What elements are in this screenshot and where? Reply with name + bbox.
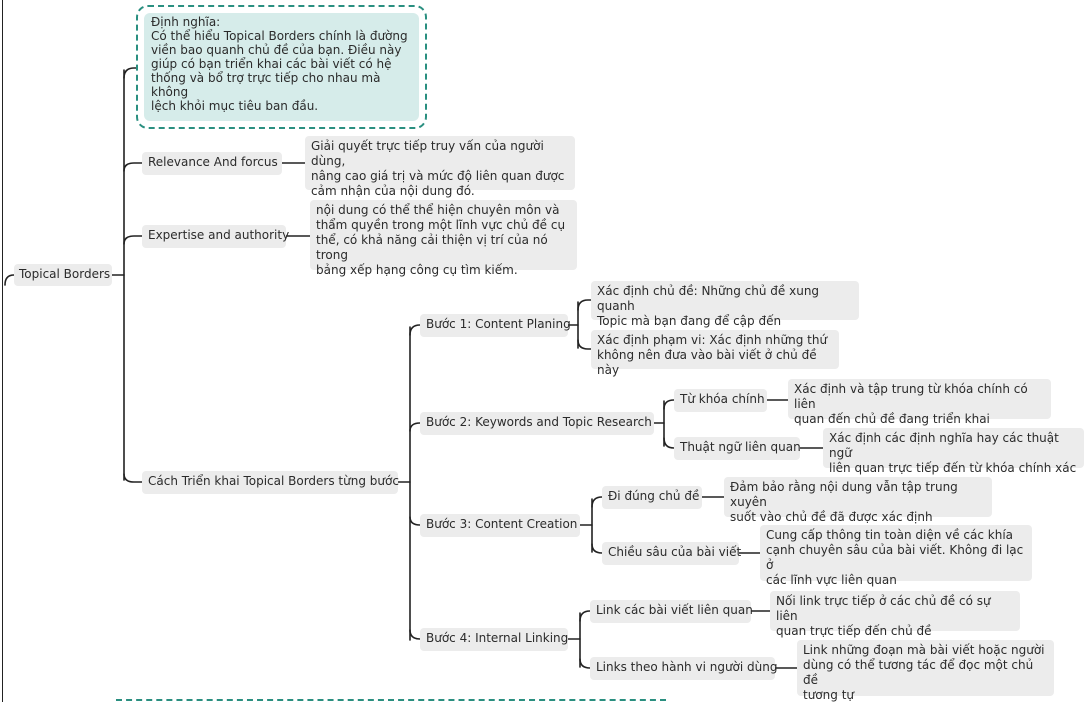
node-label: Thuật ngữ liên quan — [680, 440, 801, 454]
desc-line: Giải quyết trực tiếp truy vấn của người dùng, — [311, 139, 544, 168]
desc-line: liên quan trực tiếp đến từ khóa chính xác — [829, 461, 1077, 475]
definition-content — [144, 13, 419, 121]
desc-line: thể, có khả năng cải thiện vị trí của nó trong — [316, 233, 548, 262]
definition-line: giúp có bạn triển khai các bài viết có hệ — [151, 57, 392, 71]
desc-line: suốt vào chủ đề đã được xác định — [730, 510, 933, 524]
desc-line: cảm nhận của nội dung đó. — [311, 184, 475, 198]
node-step4-related-links[interactable] — [590, 600, 751, 623]
desc-line: Xác định chủ đề: Những chủ đề xung quanh — [597, 284, 820, 313]
node-step4[interactable] — [420, 628, 568, 651]
node-steps[interactable] — [142, 471, 398, 494]
desc-line: thẩm quyền trong một lĩnh vực chủ đề cụ — [316, 218, 566, 232]
definition-line: viền bao quanh chủ đề của bạn. Điều này — [151, 43, 402, 57]
node-step3-on-topic[interactable] — [602, 486, 702, 509]
node-step3[interactable] — [420, 514, 580, 537]
node-relevance-label: Relevance And forcus — [148, 155, 278, 169]
definition-box[interactable] — [136, 5, 427, 129]
desc-line: các lĩnh vực liên quan — [766, 573, 897, 587]
node-expertise[interactable] — [142, 225, 290, 248]
desc-line: quan đến chủ đề đang triển khai — [794, 412, 990, 426]
node-label: Từ khóa chính — [680, 392, 765, 406]
desc-line: Xác định phạm vi: Xác định những thứ — [597, 333, 828, 347]
desc-line: Cung cấp thông tin toàn diện về các khía — [766, 528, 1014, 542]
definition-title: Định nghĩa: — [151, 15, 221, 29]
next-box-border — [116, 699, 666, 701]
desc-line: Topic mà bạn đang để cập đến — [597, 314, 782, 328]
node-label: Chiều sâu của bài viết — [608, 545, 742, 559]
desc-line: quan trực tiếp đến chủ đề — [776, 624, 932, 638]
desc-line: nội dung có thể thể hiện chuyên môn và — [316, 203, 560, 217]
node-step4-label: Bước 4: Internal Linking — [426, 631, 569, 645]
desc-line: bảng xếp hạng công cụ tìm kiếm. — [316, 263, 518, 277]
node-step2-main-keyword[interactable] — [674, 389, 767, 412]
node-relevance[interactable] — [142, 152, 282, 175]
definition-line: Có thể hiểu Topical Borders chính là đường — [151, 29, 408, 43]
root-node-topical-borders[interactable] — [14, 264, 112, 286]
node-step3-depth[interactable] — [602, 542, 742, 565]
node-step4-behavior-links[interactable] — [590, 657, 778, 680]
node-step2-related-terms[interactable] — [674, 437, 800, 460]
desc-line: Xác định và tập trung từ khóa chính có liên — [794, 382, 1028, 411]
node-step4-related-links-desc[interactable] — [770, 591, 1020, 638]
desc-line: tương tự — [803, 688, 854, 702]
node-step1-scope[interactable] — [591, 330, 839, 377]
node-label: Link các bài viết liên quan — [596, 603, 753, 617]
node-step2-label: Bước 2: Keywords and Topic Research — [426, 415, 652, 429]
node-step1[interactable] — [420, 314, 571, 337]
definition-line: thống và bổ trợ trực tiếp cho nhau mà không — [151, 71, 381, 99]
desc-line: nâng cao giá trị và mức độ liên quan được — [311, 169, 565, 183]
desc-line: Đảm bảo rằng nội dung vẫn tập trung xuyên — [730, 480, 958, 509]
node-step3-on-topic-desc[interactable] — [724, 477, 992, 524]
node-step1-topic[interactable] — [591, 281, 859, 328]
node-step2-related-terms-desc[interactable] — [823, 428, 1084, 475]
desc-line: Nối link trực tiếp ở các chủ đề có sự liên — [776, 594, 991, 623]
node-step2[interactable] — [420, 412, 654, 435]
desc-line: không nên đưa vào bài viết ở chủ đề này — [597, 348, 817, 377]
node-step1-label: Bước 1: Content Planing — [426, 317, 571, 331]
node-expertise-desc[interactable] — [310, 200, 577, 277]
node-steps-label: Cách Triển khai Topical Borders từng bước — [148, 474, 399, 488]
node-expertise-label: Expertise and authority — [148, 228, 290, 242]
desc-line: Link những đoạn mà bài viết hoặc người — [803, 643, 1045, 657]
node-step4-behavior-links-desc[interactable] — [797, 640, 1054, 702]
node-relevance-desc[interactable] — [305, 136, 575, 198]
node-step3-depth-desc[interactable] — [760, 525, 1032, 587]
root-label: Topical Borders — [19, 267, 111, 281]
node-label: Đi đúng chủ đề — [608, 489, 700, 503]
desc-line: cạnh chuyên sâu của bài viết. Không đi lạc ở — [766, 543, 1024, 572]
node-label: Links theo hành vi người dùng — [596, 660, 778, 674]
node-step3-label: Bước 3: Content Creation — [426, 517, 578, 531]
definition-line: lệch khỏi mục tiêu ban đầu. — [151, 99, 319, 113]
desc-line: Xác định các định nghĩa hay các thuật ngữ — [829, 431, 1059, 460]
node-step2-main-keyword-desc[interactable] — [788, 379, 1051, 426]
desc-line: dùng có thể tương tác để đọc một chủ đề — [803, 658, 1034, 687]
